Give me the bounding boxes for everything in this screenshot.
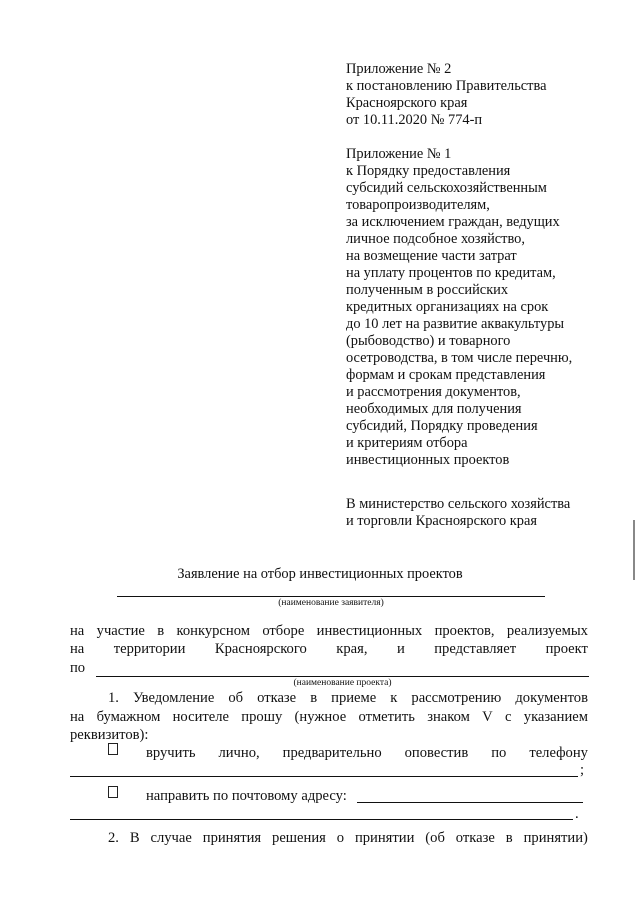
word: Красноярского [214,641,307,657]
word: принятия [202,830,262,846]
word: территории [113,641,186,657]
project-caption: (наименование проекта) [293,678,392,688]
word: знаком [427,709,470,725]
word: оповестив [404,745,469,761]
word: края, [336,641,368,657]
appendix-line: к Порядку предоставления [346,163,511,179]
appendix-line: к постановлению Правительства [346,78,547,94]
appendix-line: инвестиционных проектов [346,452,510,468]
word: в [505,830,513,846]
word: V [482,709,493,725]
item1-line-3: реквизитов): [70,727,149,743]
word: по [491,745,507,761]
appendix-line: субсидий сельскохозяйственным [346,180,547,196]
option2-checkbox[interactable] [108,786,118,798]
word: о [336,830,345,846]
appendix-2-header [346,61,636,129]
option2-text: направить по почтовому адресу: [146,788,347,804]
word: на [70,641,85,657]
appendix-line: на уплату процентов по кредитам, [346,265,556,281]
word: на [70,623,85,639]
word: приеме [331,690,377,706]
appendix-line: осетроводства, в том числе перечню, [346,350,573,366]
project-prefix: по [70,660,86,676]
word: и [396,641,405,657]
word: отказе [455,830,495,846]
word: участие [96,623,145,639]
word: телефону [529,745,588,761]
word: принятии) [523,830,588,846]
appendix-line: товаропроизводителям, [346,197,490,213]
project-name-line [96,676,589,677]
appendix-line: (рыбоводство) и товарного [346,333,511,349]
appendix-line: необходимых для получения [346,401,522,417]
option2-end: . [575,806,579,822]
appendix-block [346,61,636,469]
participation-line-2 [70,641,588,658]
addressee-line: и торговли Красноярского края [346,513,537,529]
word: в [157,623,165,639]
word: проектов, [434,623,495,639]
applicant-name-line [117,596,545,597]
word: 1. [108,690,119,706]
appendix-line: Приложение № 2 [346,61,452,77]
word: указанием [523,709,588,725]
word: документов [515,690,588,706]
word: отборе [262,623,305,639]
word: реализуемых [506,623,588,639]
word: представляет [434,641,517,657]
option2-address-line-2[interactable] [70,819,573,820]
word: вручить [146,745,196,761]
word: носителе [172,709,229,725]
word: к [390,690,398,706]
word: отказе [257,690,297,706]
appendix-line: и критериям отбора [346,435,468,451]
word: предварительно [282,745,382,761]
word: прошу [241,709,283,725]
option1-end: ; [580,762,585,778]
word: инвестиционных [316,623,423,639]
addressee-line: В министерство сельского хозяйства [346,496,571,512]
appendix-line: Приложение № 1 [346,146,452,162]
applicant-caption: (наименование заявителя) [278,598,384,608]
appendix-line: субсидий, Порядку проведения [346,418,538,434]
project-line [70,660,588,677]
option1-checkbox[interactable] [108,743,118,755]
word: отметить [358,709,415,725]
word: лично, [218,745,260,761]
item1-line-2 [70,709,588,726]
word: проект [545,641,588,657]
item1-line-1 [108,690,588,707]
appendix-line: до 10 лет на развитие аквакультуры [346,316,565,332]
option1-text [146,745,588,762]
word: 2. [108,830,119,846]
appendix-line: полученным в российских [346,282,509,298]
word: конкурсном [176,623,250,639]
item2-line-1 [108,830,588,847]
word: в [310,690,318,706]
appendix-line: и рассмотрения документов, [346,384,521,400]
appendix-1-header [346,146,636,469]
word: с [504,709,512,725]
word: на [70,709,85,725]
appendix-line: личное подсобное хозяйство, [346,231,525,247]
option1-phone-line[interactable] [70,776,578,777]
word: рассмотрению [411,690,502,706]
word: случае [150,830,192,846]
option2-address-line-1[interactable] [357,802,583,803]
word: Уведомление [132,690,215,706]
word: принятии [354,830,415,846]
scan-edge-mark [633,520,635,580]
word: об [228,690,244,706]
form-title: Заявление на отбор инвестиционных проектов [177,566,463,582]
word: бумажном [96,709,161,725]
appendix-line: от 10.11.2020 № 774-п [346,112,483,128]
word: (об [425,830,445,846]
participation-line-1 [70,623,588,640]
appendix-line: кредитных организациях на срок [346,299,549,315]
appendix-line: за исключением граждан, ведущих [346,214,560,230]
word: (нужное [294,709,347,725]
appendix-line: на возмещение части затрат [346,248,517,264]
addressee-block [346,496,570,530]
word: решения [272,830,326,846]
word: В [129,830,140,846]
appendix-line: Красноярского края [346,95,468,111]
appendix-line: формам и срокам представления [346,367,546,383]
